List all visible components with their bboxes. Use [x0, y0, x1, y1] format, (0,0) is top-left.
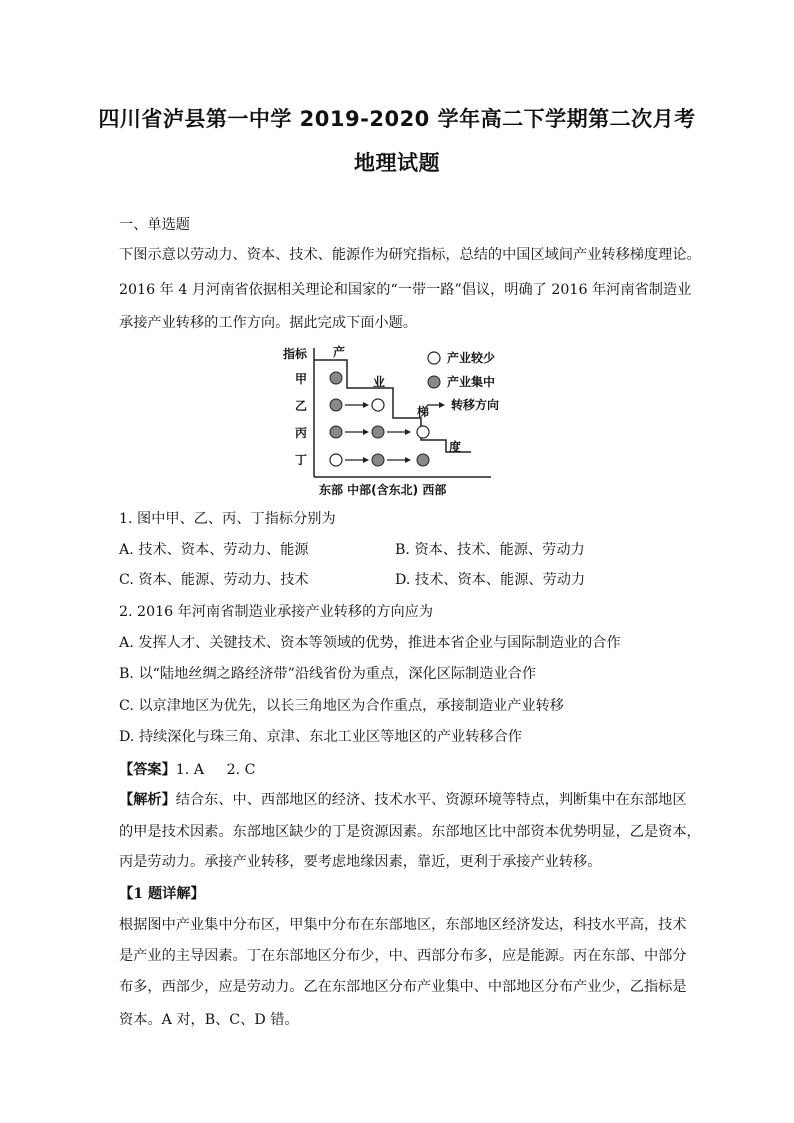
q2-option-c: C. 以京津地区为优先，以长三角地区为合作重点，承接制造业产业转移 [119, 698, 564, 714]
dot-ding-east [330, 454, 342, 466]
doc-title-line2: 地理试题 [354, 151, 440, 175]
analysis-line-2: 的甲是技术因素。东部地区缺少的丁是资源因素。东部地区比中部资本优势明显，乙是资本， [119, 824, 701, 840]
legend-label-few: 产业较少 [447, 351, 496, 365]
dot-bing-central [372, 426, 384, 438]
intro-line-3: 承接产业转移的工作方向。据此完成下面小题。 [119, 315, 417, 331]
section-heading: 一、单选题 [119, 217, 190, 233]
detail1-line-1: 根据图中产业集中分布区，甲集中分布在东部地区，东部地区经济发达，科技水平高，技术 [119, 917, 687, 933]
row-label-bing: 丙 [295, 426, 308, 440]
q1-stem: 1. 图中甲、乙、丙、丁指标分别为 [119, 511, 336, 527]
answer-label: 【答案】 [119, 762, 176, 778]
dot-jia-east [330, 372, 342, 384]
dot-bing-east [330, 426, 342, 438]
row-label-yi: 乙 [295, 399, 308, 413]
detail1-line-2: 是产业的主导因素。丁在东部地区分布少，中、西部分布多，应是能源。丙在东部、中部分 [119, 948, 687, 964]
analysis-line-1 [119, 790, 687, 810]
dot-yi-east [330, 399, 342, 411]
analysis-label: 【解析】 [119, 792, 176, 808]
stair-label-3: 梯 [417, 405, 430, 419]
intro-line-1: 下图示意以劳动力、资本、技术、能源作为研究指标，总结的中国区域间产业转移梯度理论。 [119, 247, 701, 263]
analysis-text-1: 结合东、中、西部地区的经济、技术水平、资源环境等特点，判断集中在东部地区 [175, 792, 687, 808]
q1-option-b: B. 资本、技术、能源、劳动力 [395, 542, 585, 558]
legend-filled-circle-icon [428, 376, 440, 388]
q2-option-a: A. 发挥人才、关键技术、资本等领域的优势，推进本省企业与国际制造业的合作 [119, 635, 621, 651]
analysis-line-3: 丙是劳动力。承接产业转移，要考虑地缘因素，靠近，更利于承接产业转移。 [119, 854, 602, 870]
q2-stem: 2. 2016 年河南省制造业承接产业转移的方向应为 [119, 604, 434, 620]
legend-label-direction: 转移方向 [451, 398, 500, 412]
dot-ding-central [372, 454, 384, 466]
dot-yi-central [372, 399, 384, 411]
stair-label-4: 度 [449, 440, 462, 454]
legend-empty-circle-icon [428, 352, 440, 364]
answer-text: 1. A 2. C [175, 762, 256, 778]
dot-ding-west [417, 454, 429, 466]
dot-bing-west [417, 426, 429, 438]
doc-title-line1: 四川省泸县第一中学 2019-2020 学年高二下学期第二次月考 [98, 107, 696, 131]
q2-option-d: D. 持续深化与珠三角、京津、东北工业区等地区的产业转移合作 [119, 729, 522, 745]
answer-line [119, 760, 679, 780]
legend-arrow-icon [439, 402, 445, 408]
q2-option-b: B. 以“陆地丝绸之路经济带”沿线省份为重点，深化区际制造业合作 [119, 666, 537, 682]
stair-label-1: 产 [333, 345, 346, 359]
x-axis-label: 东部 中部(含东北) 西部 [319, 483, 447, 497]
axis-label: 指标 [283, 347, 308, 361]
industry-gradient-figure [281, 340, 503, 500]
row-label-ding: 丁 [295, 453, 308, 467]
row-label-jia: 甲 [295, 372, 308, 386]
q1-option-c: C. 资本、能源、劳动力、技术 [119, 572, 309, 588]
detail1-line-4: 资本。A 对，B、C、D 错。 [119, 1012, 299, 1028]
legend-label-concentrated: 产业集中 [447, 375, 496, 389]
detail1-label: 【1 题详解】 [119, 886, 205, 902]
stair-label-2: 业 [373, 375, 386, 389]
q1-option-d: D. 技术、资本、能源、劳动力 [395, 572, 586, 588]
q1-option-a: A. 技术、资本、劳动力、能源 [119, 542, 309, 558]
intro-line-2: 2016 年 4 月河南省依据相关理论和国家的“一带一路”倡议，明确了 2016 年河南省制造业 [119, 282, 692, 298]
detail1-line-3: 布多，西部少，应是劳动力。乙在东部地区分布产业集中、中部地区分布产业少，乙指标是 [119, 979, 687, 995]
